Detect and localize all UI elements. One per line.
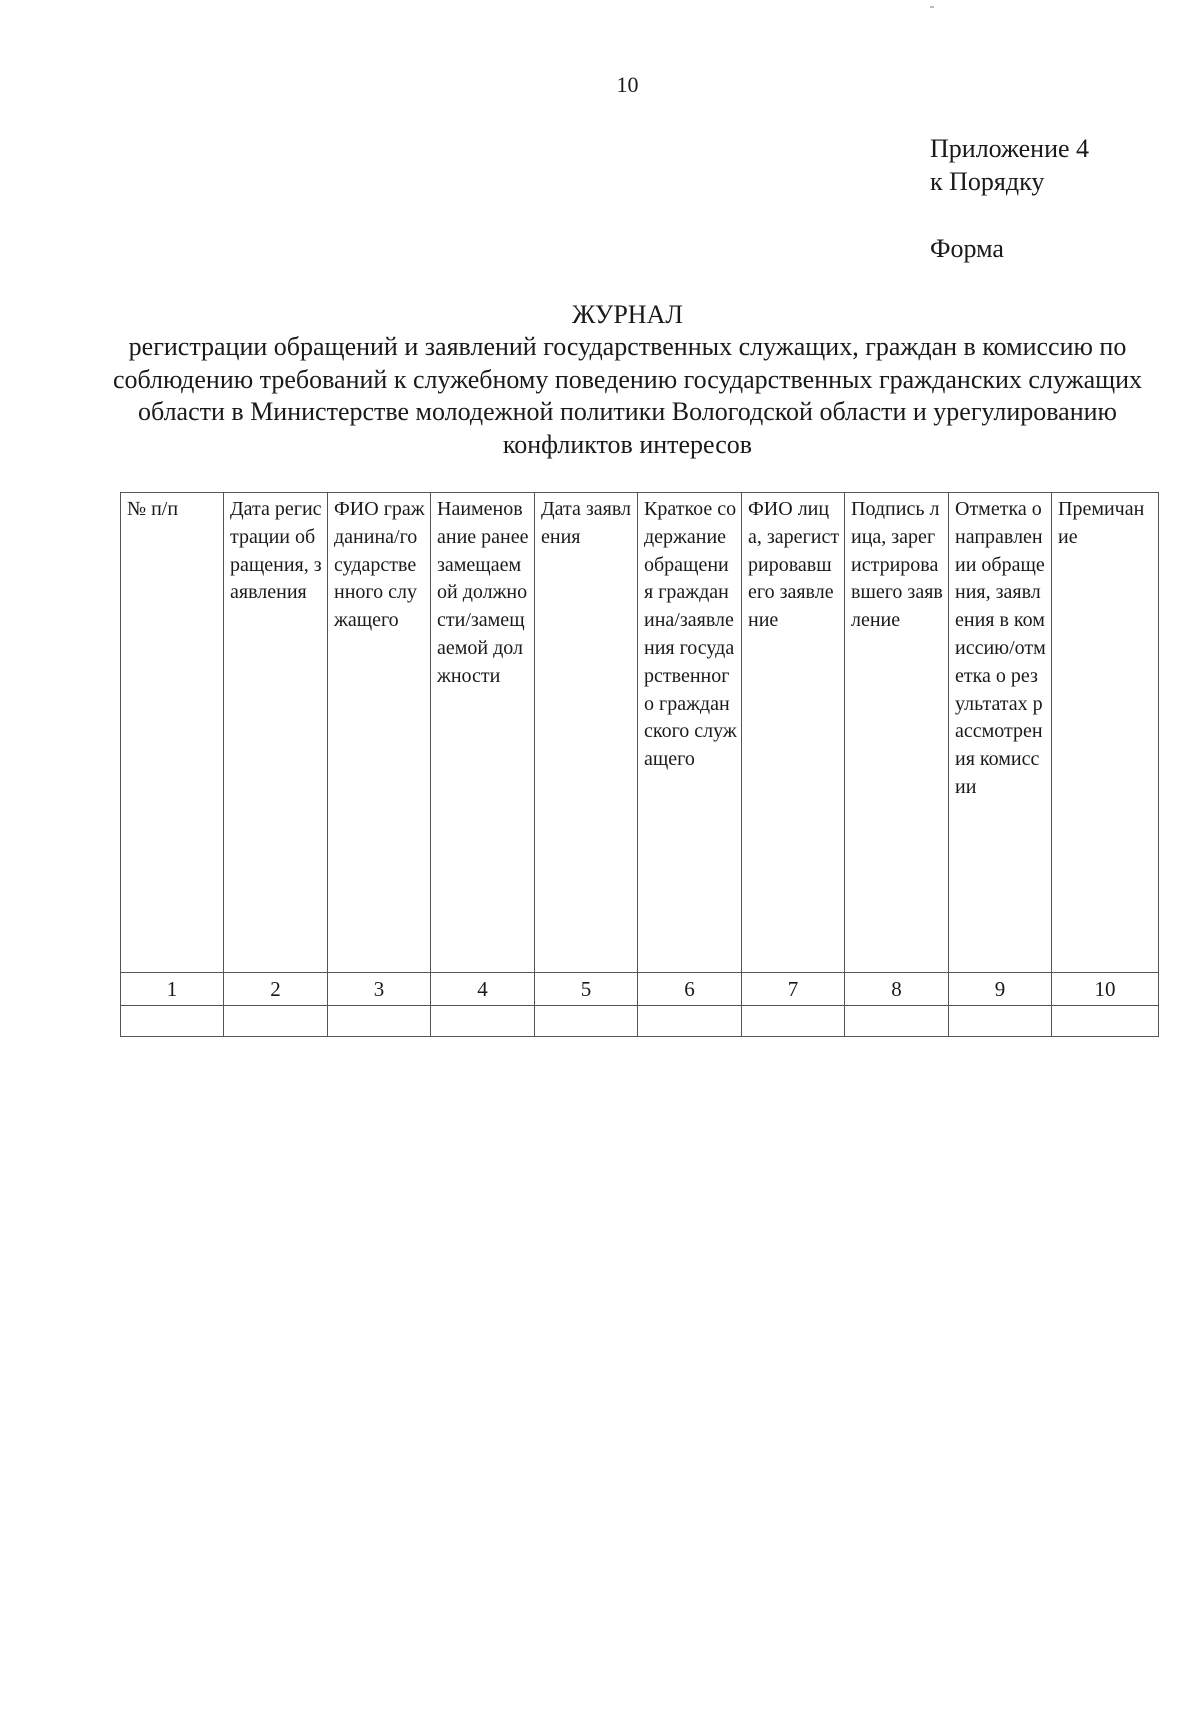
column-number: 2	[224, 973, 328, 1006]
header-text: № п/п	[127, 498, 179, 520]
header-text: Отметка о направлении обращения, заявления в комиссию/отметка о результатах рассмотрения комиссии	[955, 498, 1046, 798]
header-cell-position	[431, 493, 535, 973]
header-cell-full-name	[328, 493, 431, 973]
header-cell-commission-mark	[949, 493, 1052, 973]
appendix-note	[930, 132, 1089, 198]
appendix-line-1: Приложение 4	[930, 134, 1090, 163]
column-number: 5	[535, 973, 638, 1006]
header-text: Краткое содержание обращения гражданина/заявления государственного гражданского служащего	[644, 498, 737, 771]
empty-cell	[949, 1006, 1052, 1037]
header-text: Премичание	[1058, 498, 1145, 548]
column-number: 7	[742, 973, 845, 1006]
column-number: 10	[1052, 973, 1159, 1006]
appendix-line-2: к Порядку	[930, 167, 1045, 196]
header-cell-registration-date	[224, 493, 328, 973]
column-number: 6	[638, 973, 742, 1006]
empty-cell	[845, 1006, 949, 1037]
empty-cell	[535, 1006, 638, 1037]
header-cell-summary	[638, 493, 742, 973]
empty-cell	[224, 1006, 328, 1037]
journal-table	[120, 492, 1159, 1037]
header-cell-application-date	[535, 493, 638, 973]
column-number: 1	[121, 973, 224, 1006]
header-text: Дата регистрации обращения, заявления	[230, 498, 322, 604]
column-number: 9	[949, 973, 1052, 1006]
empty-cell	[742, 1006, 845, 1037]
empty-cell	[1052, 1006, 1159, 1037]
column-number: 4	[431, 973, 535, 1006]
journal-subtitle: регистрации обращений и заявлений государственных служащих, граждан в комиссию по соблюдению требований к служебному поведению государственных гражданских служащих области в Министерстве молодежной политики Вологодской области и урегулированию конфликтов интересов	[112, 332, 1143, 459]
column-number: 8	[845, 973, 949, 1006]
empty-cell	[121, 1006, 224, 1037]
column-number-row	[121, 973, 1159, 1006]
header-cell-note	[1052, 493, 1159, 973]
page-number: 10	[616, 72, 639, 97]
header-text: ФИО лица, зарегистрировавшего заявление	[748, 498, 840, 632]
empty-cell	[638, 1006, 742, 1037]
header-text: Подпись лица, зарегистрировавшего заявление	[851, 498, 943, 632]
empty-cell	[328, 1006, 431, 1037]
header-cell-number	[121, 493, 224, 973]
header-text: ФИО гражданина/государственного служащего	[334, 498, 425, 632]
header-cell-registrar-signature	[845, 493, 949, 973]
scan-speck	[930, 6, 934, 8]
header-row	[121, 493, 1159, 973]
empty-entry-row	[121, 1006, 1159, 1037]
header-text: Наименование ранее замещаемой должности/замещаемой должности	[437, 498, 529, 687]
header-cell-registrar-name	[742, 493, 845, 973]
form-label: Форма	[930, 234, 1004, 263]
journal-title: ЖУРНАЛ	[572, 300, 683, 329]
column-number: 3	[328, 973, 431, 1006]
empty-cell	[431, 1006, 535, 1037]
header-text: Дата заявления	[541, 498, 631, 548]
